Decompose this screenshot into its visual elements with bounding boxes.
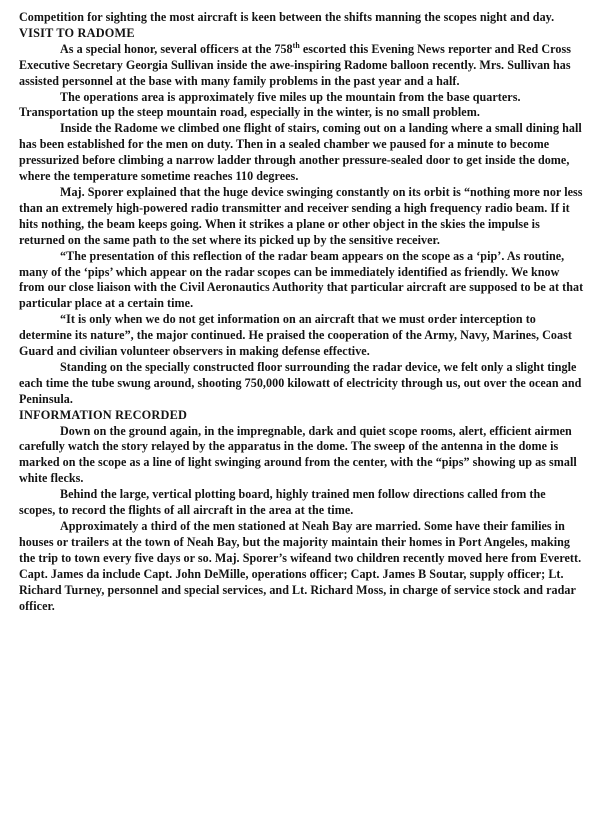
paragraph-interception: “It is only when we do not get information on an aircraft that we must order interception to determine its nature”, the major continued. He praised the cooperation of the Army, Navy, Marines, Coast Guard and civilian volunteer observers in making defense effective. xyxy=(19,312,572,359)
intro-paragraph: Competition for sighting the most aircraft is keen between the shifts manning the scopes night and day. xyxy=(19,10,555,24)
paragraph-married-men: Approximately a third of the men stationed at Neah Bay are married. Some have their families in houses or trailers at the town of Neah Bay, but the majority maintain their homes in Port Angeles, making the trip to town every five days or so. Maj. Sporer’s wifeand two children recently moved here from Everett. Capt. James da include Capt. John DeMille, operations officer; Capt. James B Soutar, supply officer; Lt. Richard Turney, personnel and special services, and Lt. Richard Moss, in charge of service stock and radar officer. xyxy=(19,519,582,613)
paragraph-text: As a special honor, several officers at the 758 xyxy=(60,41,293,56)
paragraph-operations-area: The operations area is approximately five miles up the mountain from the base quarters. Transportation up the steep mountain road, especially in the winter, is no small problem. xyxy=(19,89,521,120)
paragraph-sporer-explained: Maj. Sporer explained that the huge device swinging constantly on its orbit is “nothing more nor less than an extremely high-powered radio transmitter and receiver sending a high frequency radio beam. If it hits nothing, the beam keeps going. When it strikes a plane or other object in the skies the impulse is returned on the same path to the set where its picked up by the sensitive receiver. xyxy=(19,184,583,247)
paragraph-plotting-board: Behind the large, vertical plotting board, highly trained men follow directions called from the scopes, to record the flights of all aircraft in the area at the time. xyxy=(19,487,546,518)
paragraph-presentation: “The presentation of this reflection of the radar beam appears on the scope as a ‘pip’. As routine, many of the ‘pips’ which appear on the radar scopes can be immediately identified as friendly. We know from our close liaison with the Civil Aeronautics Authority that particular aircraft are supposed to be at that particular place at a certain time. xyxy=(19,248,584,311)
paragraph-standing-on-floor: Standing on the specially constructed floor surrounding the radar device, we felt only a slight tingle each time the tube swung around, shooting 750,000 kilowatt of electricity through us, out over the ocean and Peninsula. xyxy=(19,359,582,406)
paragraph-scope-rooms: Down on the ground again, in the impregnable, dark and quiet scope rooms, alert, efficient airmen carefully watch the story relayed by the apparatus in the dome. The sweep of the antenna in the dome is marked on the scope as a line of light swinging around from the center, with the “pips” showing up as small white flecks. xyxy=(19,423,577,486)
paragraph-text: escorted this Evening News reporter and Red Cross Executive Secretary Georgia Sullivan inside the awe-inspiring Radome balloon recently. Mrs. Sullivan has assisted personnel at the base with many family problems in the past year and a half. xyxy=(19,41,571,88)
ordinal-suffix: th xyxy=(292,40,300,50)
section-heading-visit-to-radome: VISIT TO RADOME xyxy=(19,25,135,40)
paragraph-special-honor xyxy=(19,42,585,90)
paragraph-inside-radome: Inside the Radome we climbed one flight of stairs, coming out on a landing where a small dining hall has been established for the men on duty. Then in a sealed chamber we paused for a minute to become pressurized before climbing a narrow ladder through another pressure-sealed door to get inside the dome, where the temperature sometime reaches 110 degrees. xyxy=(19,121,582,184)
article-page xyxy=(19,10,585,614)
section-heading-information-recorded: INFORMATION RECORDED xyxy=(19,407,188,422)
